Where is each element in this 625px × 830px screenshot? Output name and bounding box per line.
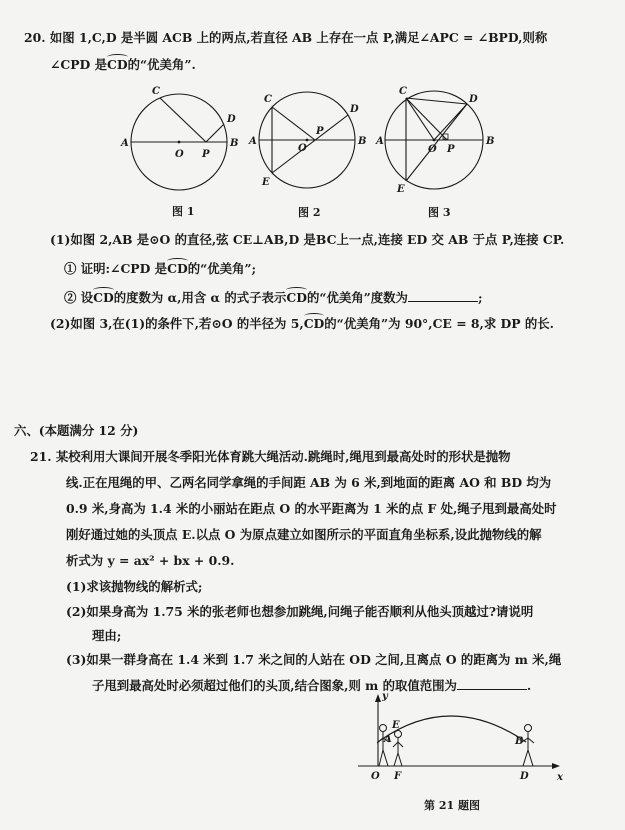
- figure-2: [250, 82, 368, 194]
- fig3-line-co: [406, 98, 434, 140]
- q21-line2: 线.正在甩绳的甲、乙两名同学拿绳的手间距 AB 为 6 米,到地面的距离 AO 和 BD 均为: [66, 475, 552, 490]
- fig3-line-cp: [406, 98, 447, 140]
- fig3-label-e: E: [397, 184, 405, 195]
- fig3-line-ed: [406, 104, 467, 181]
- fig3-label-o: O: [428, 144, 437, 155]
- fig2-label-b: B: [358, 136, 367, 147]
- q20-part2: [50, 316, 554, 332]
- q21-line4: 刚好通过她的头顶点 E.以点 O 为原点建立如图所示的平面直角坐标系,设此抛物线的解: [66, 527, 542, 542]
- fig1-caption: 图 1: [172, 205, 195, 218]
- fig2-label-a: A: [249, 136, 257, 147]
- q21-line5: 析式为 y = ax² + bx + 0.9.: [66, 553, 235, 568]
- figure-21: [350, 690, 570, 790]
- fig3-line-cd: [406, 98, 467, 104]
- q21-p3-end: .: [526, 678, 532, 693]
- fig2-caption: 图 2: [298, 206, 321, 219]
- fig21-person-e: [393, 731, 403, 767]
- fig21-label-e: E: [392, 720, 400, 731]
- q20-line1: 20. 如图 1,C,D 是半圆 ACB 上的两点,若直径 AB 上存在一点 P,满足∠APC = ∠BPD,则称: [24, 30, 548, 45]
- fig2-label-d: D: [350, 104, 359, 115]
- answer-blank-q21[interactable]: [457, 677, 527, 690]
- fig21-label-o: O: [371, 771, 380, 782]
- q20-p1-2-end: ;: [477, 290, 483, 305]
- fig1-label-c: C: [152, 86, 160, 97]
- q20-line2: [50, 57, 196, 73]
- q21-p3-l2-text: 子甩到最高处时必须超过他们的头顶,结合图象,则 m 的取值范围为: [92, 678, 457, 693]
- q20-p1-2-arc2: CD: [286, 290, 307, 305]
- q20-part1-2: [64, 289, 483, 306]
- q20-arc-cd: CD: [107, 57, 128, 72]
- answer-blank-q20[interactable]: [408, 289, 478, 302]
- fig1-line-cp: [160, 98, 206, 142]
- fig21-label-d: D: [520, 771, 529, 782]
- fig21-person-a: [377, 725, 389, 767]
- q21-line3: 0.9 米,身高为 1.4 米的小丽站在距点 O 的水平距离为 1 米的点 F 处,绳子甩到最高处时: [66, 501, 557, 516]
- fig3-line-od: [434, 104, 467, 140]
- fig3-label-c: C: [399, 86, 407, 97]
- q21-part2-line1: (2)如果身高为 1.75 米的张老师也想参加跳绳,问绳子能否顺利从他头顶越过?请说明: [66, 604, 534, 619]
- fig21-label-b: B: [515, 736, 524, 747]
- q20-line2-pre: ∠CPD 是: [50, 57, 108, 72]
- fig1-label-d: D: [227, 114, 236, 125]
- fig3-label-p: P: [447, 144, 455, 155]
- q20-p2-b: 的“优美角”为 90°,CE = 8,求 DP 的长.: [324, 316, 554, 331]
- q21-part1: (1)求该抛物线的解析式;: [66, 579, 203, 594]
- q20-p1-1-pre: ① 证明:∠CPD 是: [64, 261, 168, 276]
- figure-3: [378, 82, 498, 194]
- fig2-line-ed: [272, 115, 348, 173]
- fig1-label-a: A: [121, 138, 129, 149]
- q21-line1: 21. 某校利用大课间开展冬季阳光体育跳大绳活动.跳绳时,绳甩到最高处时的形状是抛物: [30, 449, 511, 464]
- q20-line2-post: 的“优美角”.: [127, 57, 196, 72]
- q20-p2-a: (2)如图 3,在(1)的条件下,若⊙O 的半径为 5,: [50, 316, 304, 331]
- fig1-label-p: P: [202, 149, 210, 160]
- figure-1: [120, 82, 248, 192]
- fig21-caption: 第 21 题图: [424, 799, 480, 812]
- fig21-label-a: A: [384, 734, 392, 745]
- q20-p1-2-c: 的“优美角”度数为: [306, 290, 408, 305]
- q20-p1-2-arc1: CD: [93, 290, 114, 305]
- q20-p1-1-post: 的“优美角”;: [187, 261, 257, 276]
- fig21-x-arrow: [552, 763, 560, 769]
- q20-p1-2-b: 的度数为 α,用含 α 的式子表示: [113, 290, 287, 305]
- fig2-line-cp: [272, 107, 315, 140]
- fig21-label-y: y: [382, 691, 388, 702]
- fig1-label-b: B: [230, 138, 239, 149]
- fig21-label-f: F: [394, 771, 402, 782]
- fig2-label-p: P: [316, 126, 324, 137]
- fig3-center-dot: [433, 139, 436, 142]
- fig3-label-d: D: [469, 94, 478, 105]
- fig3-label-a: A: [376, 136, 384, 147]
- q21-part3-line1: (3)如果一群身高在 1.4 米到 1.7 米之间的人站在 OD 之间,且离点 O 的距离为 m 米,绳: [66, 652, 562, 667]
- fig21-person-b: [522, 725, 534, 767]
- q20-part1: (1)如图 2,AB 是⊙O 的直径,弦 CE⊥AB,D 是BC上一点,连接 ED 交 AB 于点 P,连接 CP.: [50, 232, 565, 247]
- fig2-label-o: O: [298, 143, 307, 154]
- fig2-label-c: C: [264, 94, 272, 105]
- q20-part1-1: [64, 261, 256, 277]
- q20-p2-arc: CD: [303, 316, 325, 331]
- q21-part2-line2: 理由;: [92, 628, 122, 643]
- section-6-heading: 六、(本题满分 12 分): [14, 423, 139, 438]
- fig1-label-o: O: [175, 149, 184, 160]
- fig21-label-x: x: [557, 772, 563, 783]
- fig2-label-e: E: [262, 177, 270, 188]
- fig2-center-dot: [306, 139, 309, 142]
- q20-p1-2-a: ② 设: [64, 290, 94, 305]
- fig3-caption: 图 3: [428, 206, 451, 219]
- fig1-center-dot: [178, 141, 181, 144]
- q20-p1-1-arc: CD: [167, 261, 188, 276]
- fig1-line-pd: [206, 124, 224, 142]
- fig3-label-b: B: [486, 136, 495, 147]
- fig21-y-arrow: [375, 694, 381, 702]
- fig21-parabola: [378, 716, 526, 742]
